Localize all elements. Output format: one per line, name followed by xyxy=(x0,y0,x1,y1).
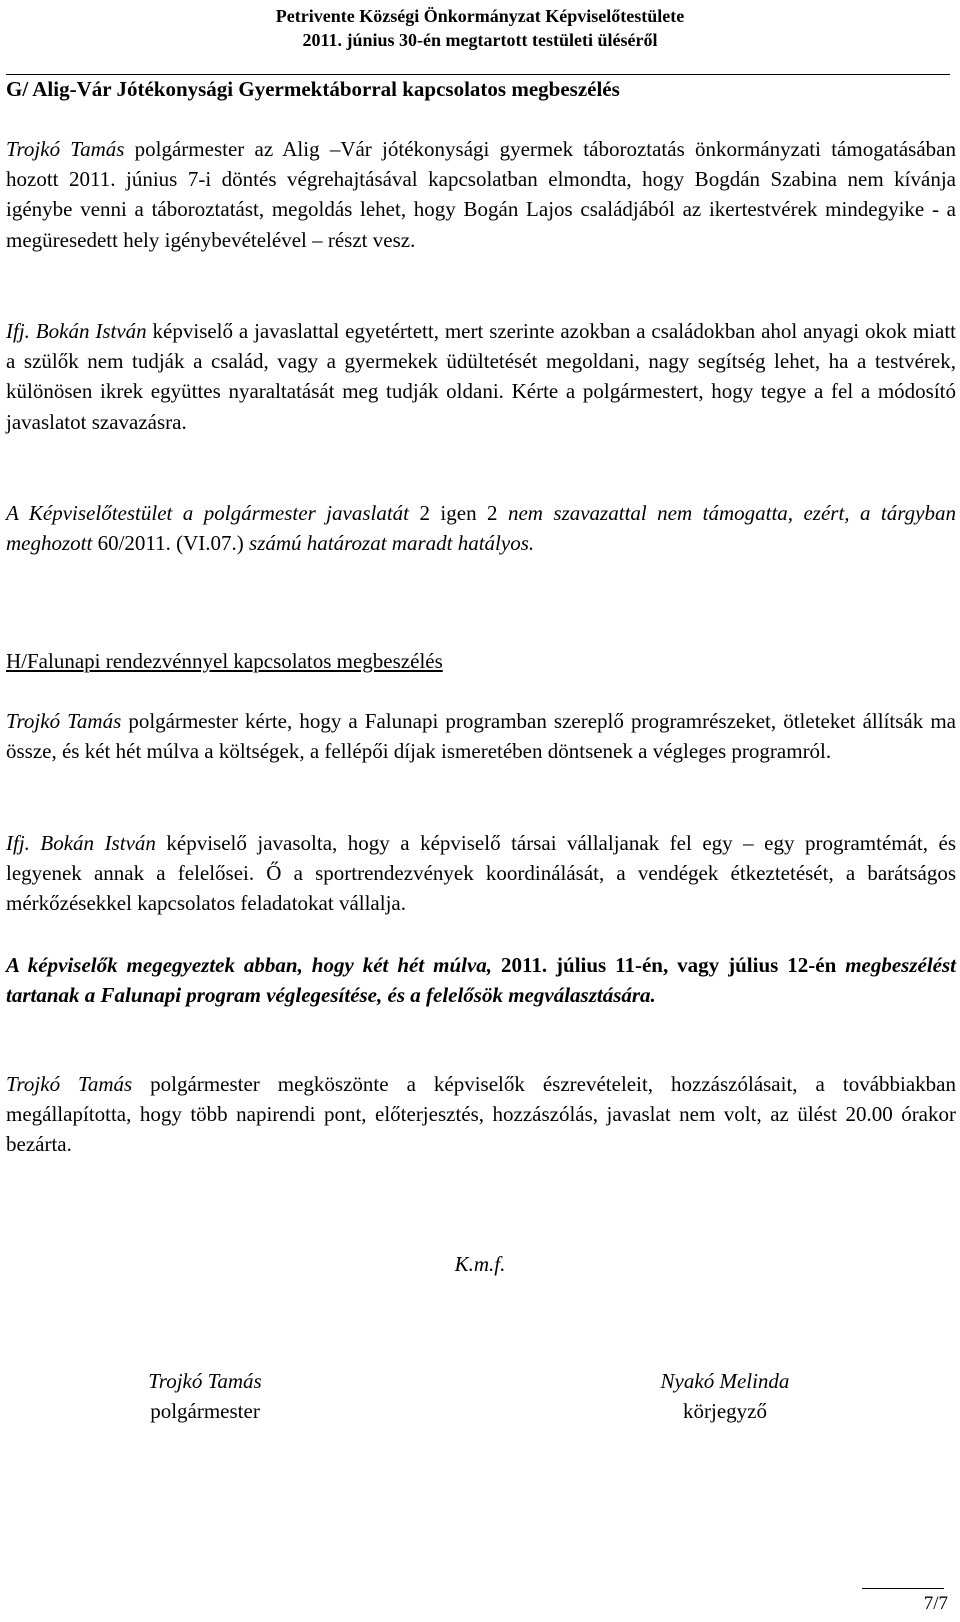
agreement-text: megbeszélést tartanak a Falunapi program véglegesítése, és a felelősök megválasztására. xyxy=(6,953,956,1008)
closing-paragraph xyxy=(6,1069,956,1160)
section-h-paragraph-1 xyxy=(6,706,956,766)
signature-right xyxy=(615,1366,835,1426)
speaker-name: Trojkó Tamás xyxy=(6,137,125,161)
section-h-agreement xyxy=(6,950,956,1010)
signer-title: körjegyző xyxy=(683,1399,767,1423)
section-g-resolution xyxy=(6,498,956,558)
signer-title: polgármester xyxy=(150,1399,260,1423)
paragraph-text: polgármester kérte, hogy a Falunapi programban szereplő programrészeket, ötleteket állítsák ma össze, és két hét múlva a költségek, a fellépői díjak ismeretében döntsenek a végleges programról. xyxy=(6,709,956,764)
vote-count: 2 igen 2 xyxy=(419,501,498,525)
speaker-name: Ifj. Bokán István xyxy=(6,831,156,855)
agreement-text: A képviselők megegyeztek abban, hogy két hét múlva, xyxy=(6,953,501,977)
paragraph-text: polgármester az Alig –Vár jótékonysági gyermek táboroztatás önkormányzati támogatásában hozott 2011. június 7-i döntés végrehajtásával kapcsolatban elmondta, hogy Bogdán Szabina nem kívánja igénybe venni a táboroztatást, megoldás lehet, hogy Bogán Lajos családjából az ikertestvérek mindegyike - a megüresedett hely igénybevételével – részt vesz. xyxy=(6,137,956,252)
footer-divider xyxy=(862,1588,944,1589)
signature-left xyxy=(100,1366,310,1426)
speaker-name: Trojkó Tamás xyxy=(6,709,122,733)
section-g-heading: G/ Alig-Vár Jótékonysági Gyermektáborral kapcsolatos megbeszélés xyxy=(6,77,620,101)
page-header xyxy=(0,4,960,52)
section-h-paragraph-2 xyxy=(6,828,956,919)
page-number: 7/7 xyxy=(923,1593,948,1614)
resolution-text: A Képviselőtestület a polgármester javaslatát xyxy=(6,501,420,525)
resolution-text: számú határozat maradt hatályos. xyxy=(243,531,535,556)
kmf-mark: K.m.f. xyxy=(454,1252,506,1276)
signer-name: Trojkó Tamás xyxy=(148,1369,262,1393)
resolution-text: nem szavazattal nem támogatta, ezért, a tárgyban meghozott xyxy=(6,501,956,556)
header-line-2: 2011. június 30-én megtartott testületi üléséről xyxy=(302,30,658,50)
speaker-prefix: Ifj. xyxy=(6,319,36,343)
agreement-date: 2011. július 11-én, vagy július 12-én xyxy=(500,953,837,977)
paragraph-text: képviselő a javaslattal egyetértett, mert szerinte azokban a családokban ahol anyagi okok miatt a szülők nem tudják a család, vagy a gyermekek üdültetését megoldani, nagy segítség lehet, ha a testvérek, különösen ikrek együttes nyaraltatását meg tudják oldani. Kérte a polgármestert, hogy tegye a fel a módosító javaslatot szavazásra. xyxy=(6,319,956,434)
header-line-1: Petrivente Községi Önkormányzat Képviselőtestülete xyxy=(275,6,685,26)
paragraph-text: képviselő javasolta, hogy a képviselő társai vállaljanak fel egy – egy programtémát, és legyenek annak a felelősei. Ő a sportrendezvények koordinálását, a vendégek étkeztetését, a barátságos mérkőzésekkel kapcsolatos feladatokat vállalja. xyxy=(6,831,956,916)
paragraph-text: polgármester megköszönte a képviselők észrevételeit, hozzászólásait, a továbbiakban megállapította, hogy több napirendi pont, előterjesztés, hozzászólás, javaslat nem volt, az ülést 20.00 órakor bezárta. xyxy=(6,1072,956,1157)
section-g-paragraph-2 xyxy=(6,316,956,437)
section-h-heading: H/Falunapi rendezvénnyel kapcsolatos megbeszélés xyxy=(6,649,443,673)
speaker-name: Trojkó Tamás xyxy=(6,1072,133,1096)
signer-name: Nyakó Melinda xyxy=(660,1369,790,1393)
speaker-name: Bokán István xyxy=(35,319,147,343)
resolution-number: 60/2011. (VI.07.) xyxy=(97,531,244,556)
section-g-paragraph-1 xyxy=(6,134,956,255)
